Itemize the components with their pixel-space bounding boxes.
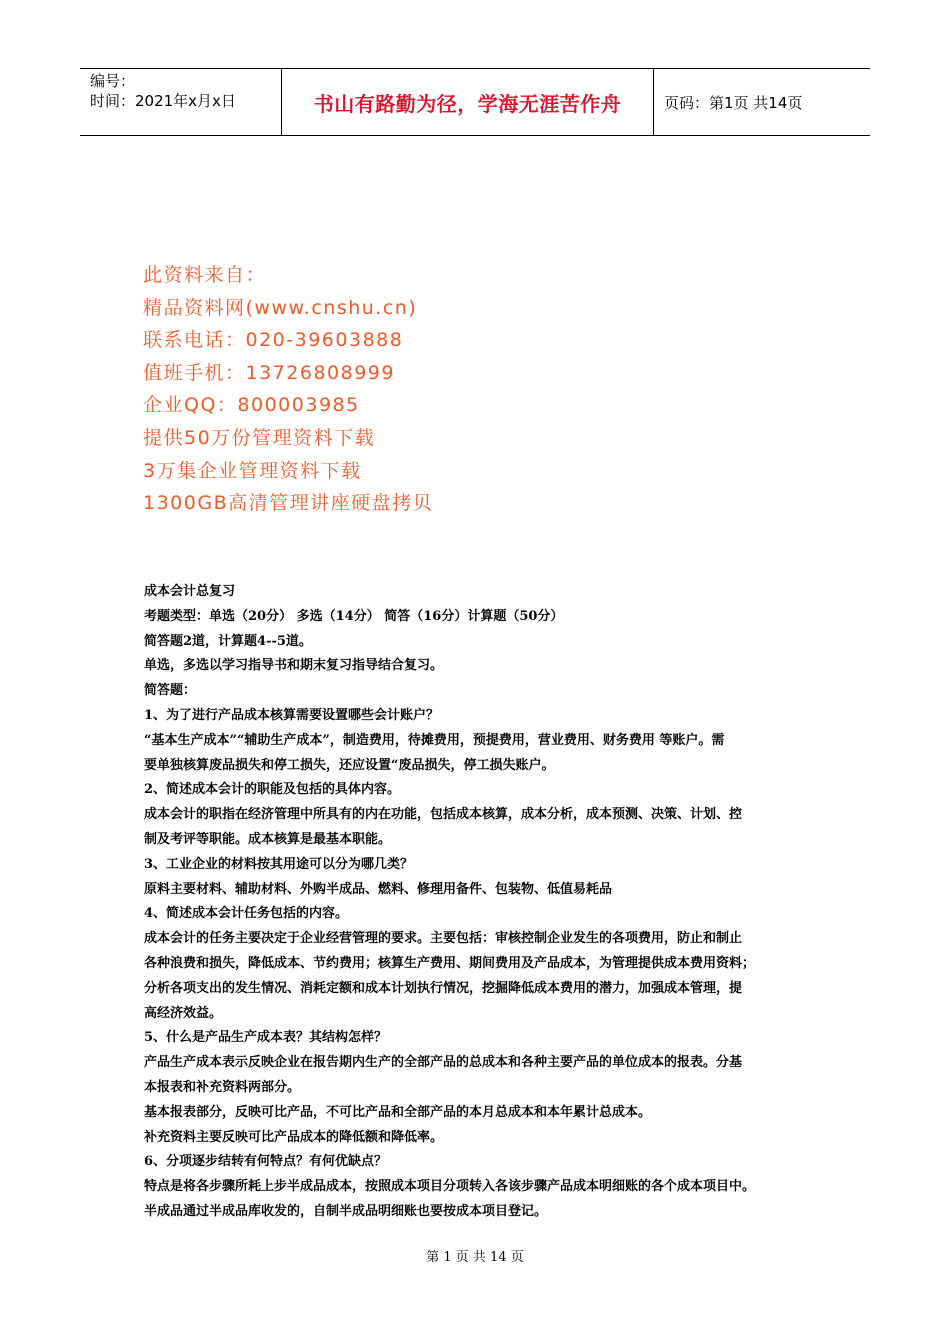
text-line: 考题类型：单选（20分） 多选（14分） 简答（16分）计算题（50分） — [144, 608, 564, 624]
section-heading: 简答题： — [144, 683, 197, 699]
text-line: 原料主要材料、辅助材料、外购半成品、燃料、修理用备件、包装物、低值易耗品 — [144, 881, 613, 897]
document-body — [144, 580, 814, 1225]
text-line: 制及考评等职能。成本核算是最基本职能。 — [144, 831, 392, 847]
text-line: 半成品通过半成品库收发的，自制半成品明细账也要按成本项目登记。 — [144, 1203, 548, 1219]
promo-line: 企业QQ：800003985 — [143, 394, 360, 417]
text-line: 产品生产成本表示反映企业在报告期内生产的全部产品的总成本和各种主要产品的单位成本的报表。分基 — [144, 1055, 743, 1071]
date-label: 时间：2021年x月x日 — [90, 92, 236, 110]
page-footer: 第 1 页 共 14 页 — [426, 1250, 524, 1265]
page-code: 页码：第1页 共14页 — [664, 93, 803, 112]
header-meta — [80, 69, 282, 135]
text-line: 成本会计的职指在经济管理中所具有的内在功能，包括成本核算，成本分析，成本预测、决策、计划、控 — [144, 807, 743, 823]
promo-line: 3万集企业管理资料下载 — [143, 459, 362, 482]
text-line: 各种浪费和损失，降低成本、节约费用；核算生产费用、期间费用及产品成本，为管理提供成本费用资料； — [144, 955, 756, 971]
promo-line: 精品资料网(www.cnshu.cn) — [143, 296, 418, 319]
text-line: 要单独核算废品损失和停工损失，还应设置“废品损失，停工损失账户。 — [144, 757, 555, 773]
number-label: 编号： — [90, 72, 136, 90]
text-line: 简答题2道，计算题4--5道。 — [144, 633, 312, 649]
promo-line: 此资料来自： — [143, 264, 267, 286]
text-line: 分析各项支出的发生情况、消耗定额和成本计划执行情况，挖掘降低成本费用的潜力，加强成本管理，提 — [144, 980, 743, 996]
doc-title: 成本会计总复习 — [144, 584, 236, 599]
promo-line: 1300GB高清管理讲座硬盘拷贝 — [143, 492, 434, 515]
header-page-code-cell — [654, 69, 870, 135]
text-line: 成本会计的任务主要决定于企业经营管理的要求。主要包括：审核控制企业发生的各项费用，防止和制止 — [144, 931, 743, 947]
page-header — [80, 68, 870, 136]
question: 4、简述成本会计任务包括的内容。 — [144, 906, 349, 922]
question: 1、为了进行产品成本核算需要设置哪些会计账户？ — [144, 707, 440, 723]
text-line: 高经济效益。 — [144, 1005, 223, 1021]
promo-block — [143, 259, 433, 520]
text-line: 本报表和补充资料两部分。 — [144, 1079, 301, 1095]
header-motto-cell — [282, 69, 654, 135]
promo-line: 值班手机：13726808999 — [143, 361, 395, 384]
promo-line: 提供50万份管理资料下载 — [143, 426, 376, 449]
text-line: 补充资料主要反映可比产品成本的降低额和降低率。 — [144, 1129, 444, 1145]
question: 3、工业企业的材料按其用途可以分为哪几类？ — [144, 856, 414, 872]
question: 6、分项逐步结转有何特点？有何优缺点？ — [144, 1154, 388, 1170]
text-line: 特点是将各步骤所耗上步半成品成本，按照成本项目分项转入各该步骤产品成本明细账的各个成本项目中。 — [144, 1179, 756, 1195]
question: 2、简述成本会计的职能及包括的具体内容。 — [144, 782, 401, 798]
text-line: 单选，多选以学习指导书和期末复习指导结合复习。 — [144, 658, 444, 674]
text-line: 基本报表部分，反映可比产品，不可比产品和全部产品的本月总成本和本年累计总成本。 — [144, 1104, 652, 1120]
motto: 书山有路勤为径，学海无涯苦作舟 — [313, 91, 622, 116]
text-line: “基本生产成本”“辅助生产成本”，制造费用，待摊费用，预提费用，营业费用、财务费用 等账户。需 — [144, 732, 725, 748]
question: 5、什么是产品生产成本表？其结构怎样？ — [144, 1030, 388, 1046]
promo-line: 联系电话：020-39603888 — [143, 329, 404, 352]
